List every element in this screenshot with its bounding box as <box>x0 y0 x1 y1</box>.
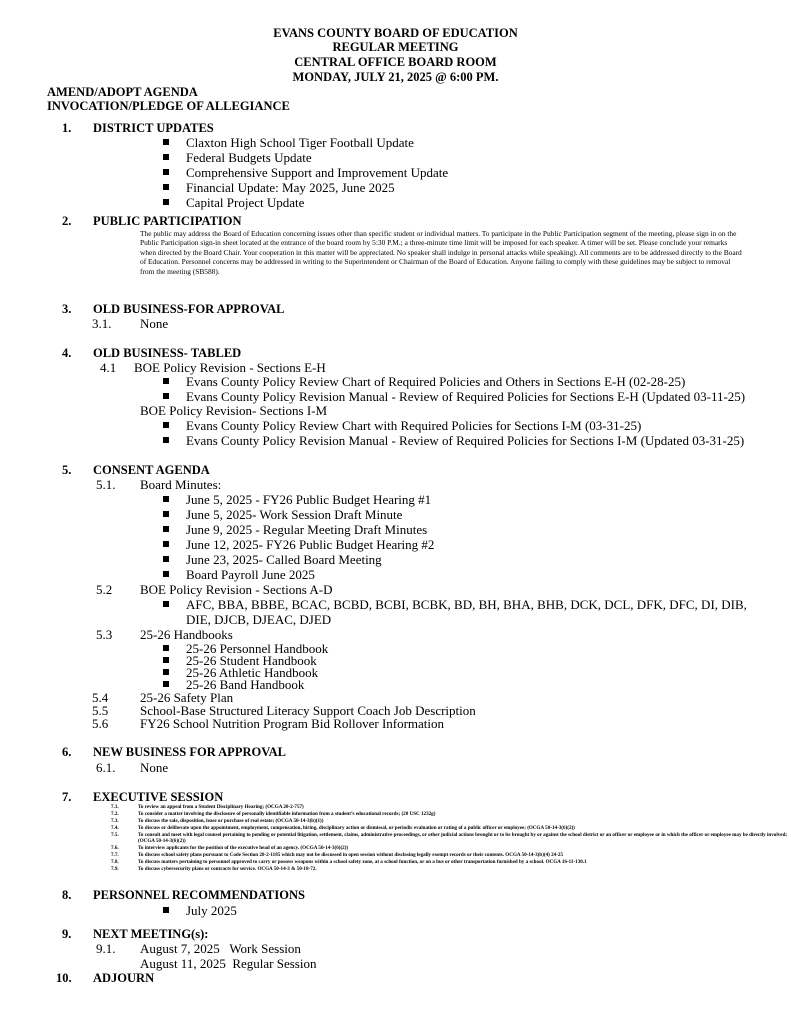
exec-item: 7.7. To discuss school safety plans pursuant to Code Section 20-2-1185 which may not be discussed in open session without disclosing legally exempt records or their contents. OCGA 50-14-3(b)(4) 24-25 <box>111 852 564 858</box>
section-6-title: NEW BUSINESS FOR APPROVAL <box>93 745 286 759</box>
list-item: Claxton High School Tiger Football Update <box>186 135 414 150</box>
section-10-title: ADJOURN <box>93 971 155 985</box>
section-9-number: 9. <box>62 927 72 941</box>
header-line-3: CENTRAL OFFICE BOARD ROOM <box>294 55 497 69</box>
list-item: June 5, 2025 - FY26 Public Budget Hearing #1 <box>186 492 432 507</box>
list-item: Evans County Policy Review Chart of Required Policies and Others in Sections E-H (02-28-25) <box>186 374 686 389</box>
list-item: Board Payroll June 2025 <box>186 567 315 582</box>
list-item: June 5, 2025- Work Session Draft Minute <box>186 507 403 522</box>
section-10-number: 10. <box>56 971 72 985</box>
section-1-title: DISTRICT UPDATES <box>93 121 214 135</box>
section-5-1-title: Board Minutes: <box>140 477 222 492</box>
exec-item: 7.1. To review an appeal from a Student Disciplinary Hearing; (OCGA 20-2-757) <box>111 804 304 810</box>
next-meeting-1: August 7, 2025 Work Session <box>140 941 301 956</box>
section-2-number: 2. <box>62 214 72 228</box>
section-8-number: 8. <box>62 888 72 902</box>
list-item: Financial Update: May 2025, June 2025 <box>186 180 395 195</box>
section-6-number: 6. <box>62 745 72 759</box>
section-3-sub-text: None <box>140 316 169 331</box>
list-item: AFC, BBA, BBBE, BCAC, BCBD, BCBI, BCBK, BD, BH, BHA, BHB, DCK, DCL, DFK, DFC, DI, DIB, <box>186 597 747 612</box>
public-participation-text: The public may address the Board of Education concerning issues other than specific student or individual matters. To participate in the Public Participation segment of the meeting, please sign in on the Public Participation sign-in sheet located at the entrance of the board room by 5:30 P.M.; a three-minute time limit will be imposed for each speaker. A timer will be set. Please conclude your remarks when directed by the Board Chair. Your cooperation in this matter will be appreciated. No speaker shall indulge in personal attacks while speaking). All comments are to be addressed directly to the Board of Education. Personnel concerns may be addressed in writing to the Superintendent or Chairman of the Board of Education. Anyone failing to comply with these guidelines may be subject to removal from the meeting (SB588). <box>140 229 742 276</box>
list-item: 25-26 Personnel Handbook <box>186 641 329 656</box>
section-4-sub-number: 4.1 <box>100 360 117 375</box>
list-item: Federal Budgets Update <box>186 150 312 165</box>
section-9-title: NEXT MEETING(s): <box>93 927 209 941</box>
section-4-number: 4. <box>62 346 72 360</box>
section-5-2-title: BOE Policy Revision - Sections A-D <box>140 582 333 597</box>
amend-agenda: AMEND/ADOPT AGENDA <box>47 85 198 99</box>
exec-item: 7.4. To discuss or deliberate upon the appointment, employment, compensation, hiring, disciplinary action or dismissal, or periodic evaluation or rating of a public officer or employee; (OCGA 50-14-3(6)(2)) <box>111 825 575 831</box>
exec-item: 7.5. To consult and meet with legal counsel pertaining to pending or potential litigation, settlement, claims, administrative proceedings, or other judicial actions brought or to be brought by or against the school district or an officer or employee or in which the officer or employee may be directly involved; (OCGA 50-14-3(6)(2)) <box>111 832 788 845</box>
section-1-number: 1. <box>62 121 72 135</box>
section-3-title: OLD BUSINESS-FOR APPROVAL <box>93 302 285 316</box>
section-3-number: 3. <box>62 302 72 316</box>
section-5-5-number: 5.5 <box>92 703 109 718</box>
list-item-continuation: DIE, DJCB, DJEAC, DJED <box>186 612 332 627</box>
section-2-title: PUBLIC PARTICIPATION <box>93 214 242 228</box>
list-item: Evans County Policy Revision Manual - Review of Required Policies for Sections I-M (Updated 03-31-25) <box>186 433 745 448</box>
section-5-6-title: FY26 School Nutrition Program Bid Rollover Information <box>140 716 445 731</box>
header-line-1: EVANS COUNTY BOARD OF EDUCATION <box>273 26 518 40</box>
list-item: Comprehensive Support and Improvement Update <box>186 165 449 180</box>
section-5-2-number: 5.2 <box>96 582 113 597</box>
exec-item: 7.9. To discuss cybersecurity plans or contracts for service. OCGA 50-14-3 & 50-18-72. <box>111 866 317 872</box>
section-4-sub-title-2: BOE Policy Revision- Sections I-M <box>140 403 328 418</box>
section-5-4-title: 25-26 Safety Plan <box>140 690 234 705</box>
header-line-2: REGULAR MEETING <box>332 40 459 54</box>
list-item: 25-26 Band Handbook <box>186 677 305 692</box>
section-9-sub-number: 9.1. <box>96 941 116 956</box>
exec-item: 7.8. To discuss matters pertaining to personnel approved to carry or possess weapons within a school safety zone, at a school function, or on a bus or other transportation furnished by a school. OCGA 16-11-130.1 <box>111 859 587 865</box>
list-item: 25-26 Student Handbook <box>186 653 317 668</box>
section-5-number: 5. <box>62 463 72 477</box>
section-8-title: PERSONNEL RECOMMENDATIONS <box>93 888 305 902</box>
invocation-pledge: INVOCATION/PLEDGE OF ALLEGIANCE <box>47 99 290 113</box>
list-item: Evans County Policy Review Chart with Required Policies for Sections I-M (03-31-25) <box>186 418 642 433</box>
section-5-3-number: 5.3 <box>96 627 113 642</box>
section-6-sub-number: 6.1. <box>96 760 116 775</box>
section-3-sub-number: 3.1. <box>92 316 112 331</box>
list-item: Evans County Policy Revision Manual - Review of Required Policies for Sections E-H (Updated 03-11-25) <box>186 389 746 404</box>
section-5-5-title: School-Base Structured Literacy Support Coach Job Description <box>140 703 476 718</box>
section-7-title: EXECUTIVE SESSION <box>93 790 224 804</box>
list-item: July 2025 <box>186 903 237 918</box>
list-item: June 23, 2025- Called Board Meeting <box>186 552 382 567</box>
section-5-1-number: 5.1. <box>96 477 116 492</box>
section-4-title: OLD BUSINESS- TABLED <box>93 346 242 360</box>
section-4-sub-title: BOE Policy Revision - Sections E-H <box>134 360 326 375</box>
section-7-number: 7. <box>62 790 72 804</box>
list-item: Capital Project Update <box>186 195 305 210</box>
exec-item: 7.3. To discuss the sale, disposition, lease or purchase of real estate; (OCGA 50-14-3(b)(1)) <box>111 818 324 824</box>
exec-item: 7.2. To consider a matter involving the disclosure of personally identifiable information from a student’s educational records; (20 USC 1232g) <box>111 811 436 817</box>
section-5-4-number: 5.4 <box>92 690 109 705</box>
section-5-title: CONSENT AGENDA <box>93 463 210 477</box>
section-6-sub-text: None <box>140 760 169 775</box>
list-item: 25-26 Athletic Handbook <box>186 665 319 680</box>
section-5-3-title: 25-26 Handbooks <box>140 627 233 642</box>
next-meeting-2: August 11, 2025 Regular Session <box>140 956 317 971</box>
section-5-6-number: 5.6 <box>92 716 109 731</box>
list-item: June 12, 2025- FY26 Public Budget Hearing #2 <box>186 537 435 552</box>
list-item: June 9, 2025 - Regular Meeting Draft Minutes <box>186 522 428 537</box>
exec-item: 7.6. To interview applicants for the position of the executive head of an agency. (OCGA 50-14-3(6)(2)) <box>111 845 349 851</box>
header-line-4: MONDAY, JULY 21, 2025 @ 6:00 PM. <box>292 70 499 84</box>
